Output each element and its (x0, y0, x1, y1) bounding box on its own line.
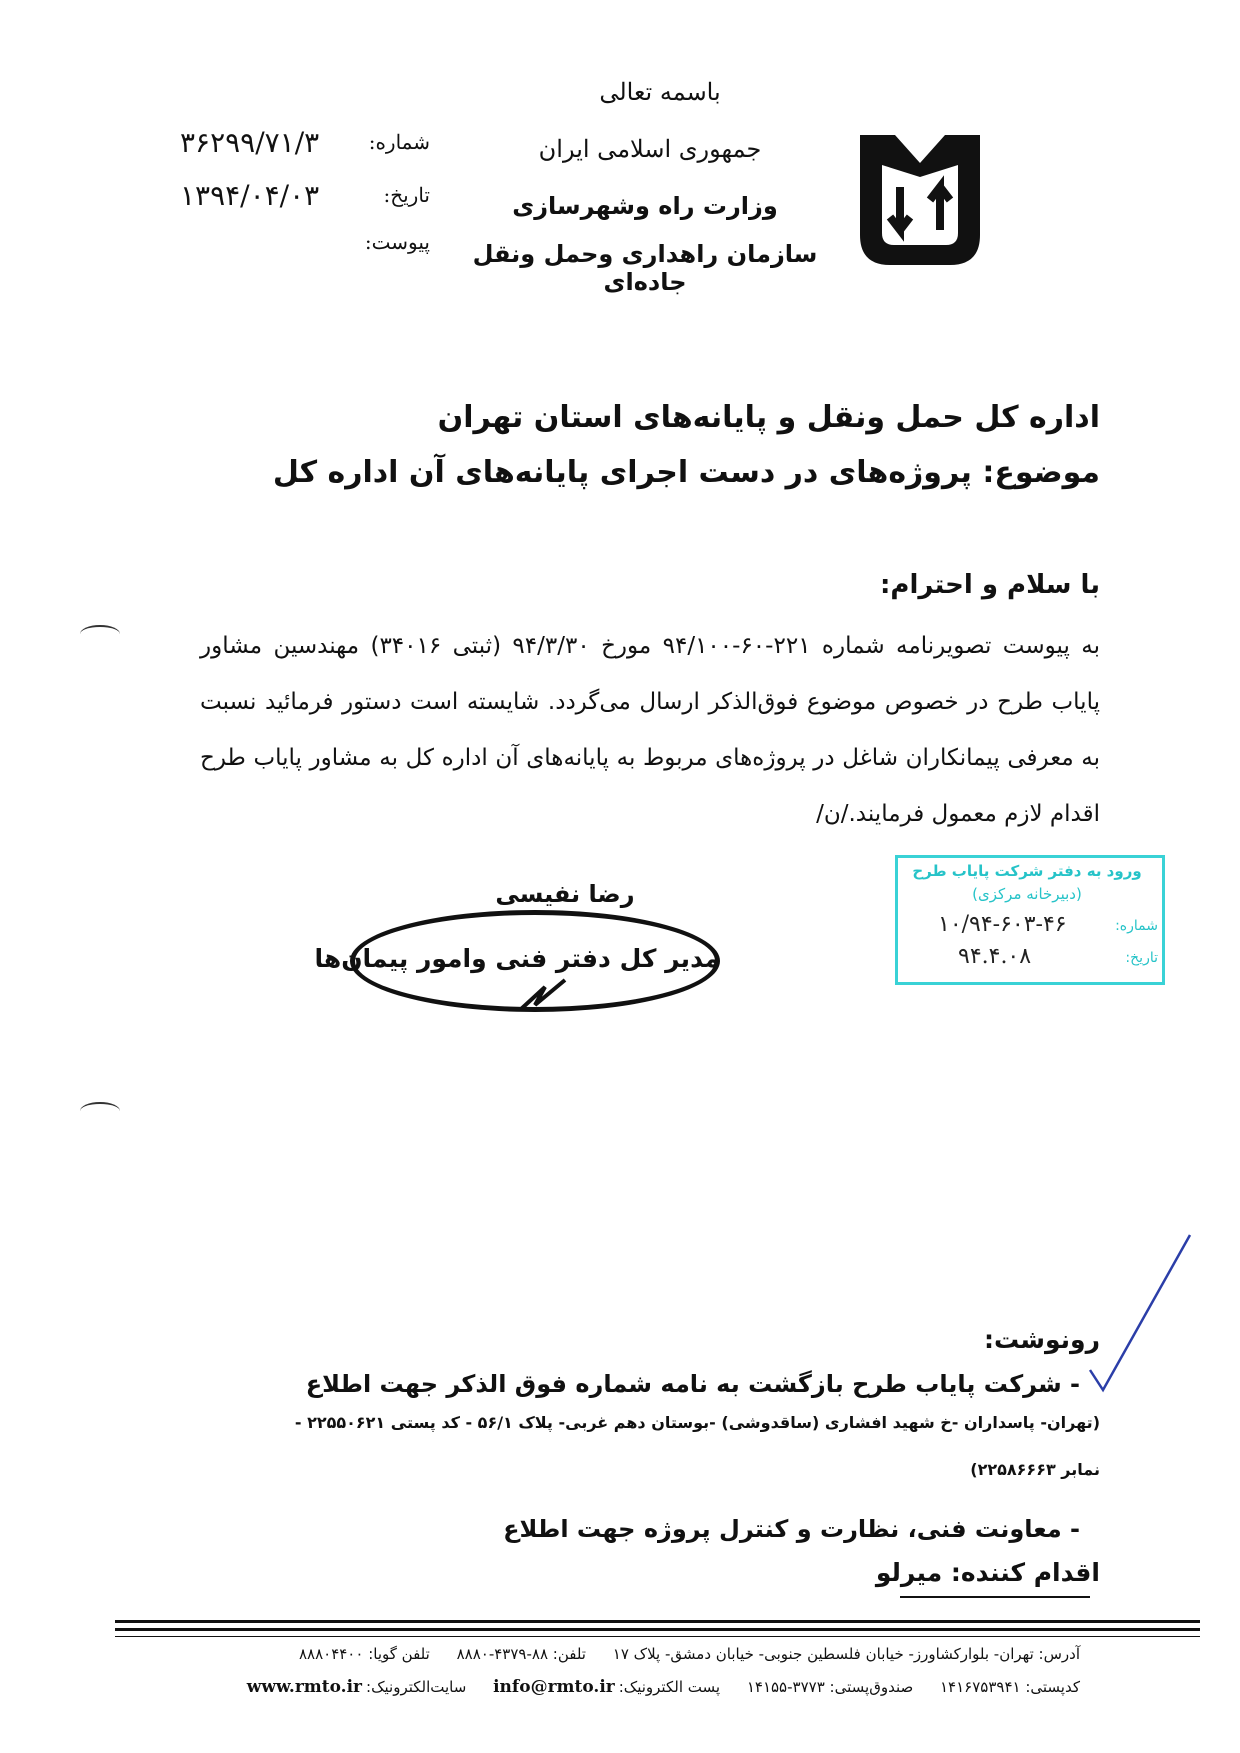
letter-date-value: ۱۳۹۴/۰۴/۰۳ (180, 179, 320, 212)
letter-attachment-label: پیوست: (364, 230, 430, 254)
letter-date-label: تاریخ: (383, 183, 430, 207)
stamp-date-value: ۹۴.۴.۰۸ (958, 944, 1032, 969)
letter-number-value: ۳۶۲۹۹/۷۱/۳ (180, 126, 320, 159)
organization-heading: سازمان راهداری وحمل ونقل جاده‌ای (472, 240, 818, 296)
subject-line: موضوع: پروژه‌های در دست اجرای پایانه‌های آن اداره کل (272, 455, 1100, 490)
margin-mark (80, 625, 120, 643)
stamp-title: ورود به دفتر شرکت پایاب طرح (912, 862, 1142, 880)
action-underline (900, 1596, 1090, 1598)
letter-number-row (180, 126, 430, 170)
cc-item-payab: - شرکت پایاب طرح بازگشت به نامه شماره فوق الذکر جهت اطلاع (305, 1370, 1080, 1398)
letter-body: به پیوست تصویرنامه شماره ۲۲۱-۶۰-۹۴/۱۰۰ مورخ ۹۴/۳/۳۰ (ثبتی ۳۴۰۱۶) مهندسین مشاور پایاب طرح در خصوص موضوع فوق‌الذکر ارسال می‌گردد. شایسته است دستور فرمائید نسبت به معرفی پیمانکاران شاغل در پروژه‌های مربوط به پایانه‌های آن اداره کل به مشاور پایاب طرح اقدام لازم معمول فرمایند./ن/ (200, 633, 1100, 827)
stamp-date-label: تاریخ: (1125, 950, 1158, 966)
cc-title: رونوشت: (983, 1325, 1100, 1354)
bismillah-heading: باسمه تعالی (599, 78, 721, 106)
signature-scribble-icon (515, 975, 575, 1015)
stamp-number-value: ۱۰/۹۴-۶۰۳-۴۶ (938, 912, 1067, 937)
footer-po-box: صندوق‌پستی: ۳۷۷۳-۱۴۱۵۵ (746, 1678, 914, 1696)
footer-email-label: پست الکترونیک: (618, 1678, 721, 1696)
ministry-heading: وزارت راه وشهرسازی (512, 192, 778, 220)
letter-date-row (180, 179, 430, 223)
letter-number-label: شماره: (368, 130, 430, 154)
footer-phone-gouya: تلفن گویا: ۸۸۸۰۴۴۰۰ (298, 1645, 430, 1663)
margin-mark (80, 1102, 120, 1120)
footer-divider (115, 1636, 1200, 1637)
stamp-subtitle: (دبیرخانه مرکزی) (972, 885, 1082, 903)
footer-contact-line (200, 1677, 1080, 1697)
footer-address-line (200, 1645, 1080, 1663)
greeting: با سلام و احترام: (879, 570, 1100, 600)
stamp-number-label: شماره: (1115, 918, 1158, 934)
check-mark-icon (1085, 1230, 1195, 1400)
cc-fax: نمابر ۲۲۵۸۶۶۶۳) (970, 1460, 1100, 1479)
footer-phone: تلفن: ۸۸-۴۳۷۹-۸۸۸۰ (456, 1645, 586, 1663)
signatory-title: مدیر کل دفتر فنی وامور پیمان‌ها (314, 944, 720, 973)
signatory-name: رضا نفیسی (495, 880, 635, 908)
footer-website-label: سایت‌الکترونیک: (366, 1678, 467, 1696)
footer-postal-code: کدپستی: ۱۴۱۶۷۵۳۹۴۱ (940, 1678, 1080, 1696)
footer-divider (115, 1620, 1200, 1623)
republic-heading: جمهوری اسلامی ایران (538, 135, 762, 163)
footer-address: آدرس: تهران- بلوارکشاورز- خیابان فلسطین جنوبی- خیابان دمشق- پلاک ۱۷ (612, 1645, 1080, 1663)
action-by: اقدام کننده: میرلو (875, 1558, 1100, 1587)
rmto-logo-icon (850, 125, 990, 275)
footer-website[interactable]: www.rmto.ir (246, 1677, 363, 1697)
cc-address: (تهران- پاسداران -خ شهید افشاری (ساقدوشی) -بوستان دهم غربی- پلاک ۵۶/۱ - کد پستی ۲۲۵۵۰۶۲۱ - (294, 1413, 1100, 1432)
recipient-line: اداره کل حمل ونقل و پایانه‌های استان تهران (437, 400, 1100, 435)
cc-item-deputy: - معاونت فنی، نظارت و کنترل پروژه جهت اطلاع (503, 1515, 1080, 1543)
received-stamp (895, 855, 1165, 985)
letter-attachment-row (180, 230, 430, 270)
footer-divider (115, 1628, 1200, 1631)
footer-email[interactable]: info@rmto.ir (493, 1677, 615, 1697)
